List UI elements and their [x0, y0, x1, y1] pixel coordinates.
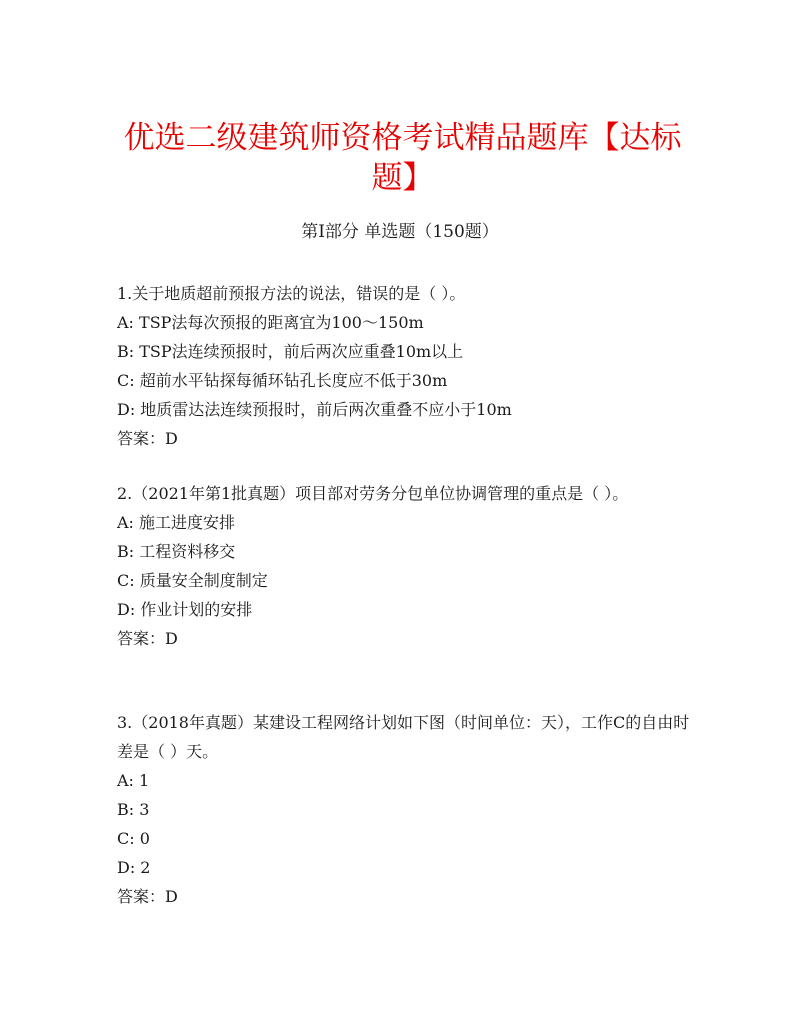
question-stem: 3.（2018年真题）某建设工程网络计划如下图（时间单位：天），工作C的自由时差是（ ）天。 — [117, 713, 690, 761]
option-a: A: TSP法每次预报的距离宜为100～150m — [117, 313, 424, 332]
option-c: C: 质量安全制度制定 — [117, 571, 268, 590]
answer-line: 答案：D — [117, 429, 178, 448]
option-a: A: 施工进度安排 — [117, 513, 236, 532]
question-1 — [117, 279, 692, 453]
option-d: D: 2 — [117, 858, 151, 877]
question-stem: 1.关于地质超前预报方法的说法，错误的是（ ）。 — [117, 284, 466, 303]
option-c: C: 0 — [117, 829, 150, 848]
option-b: B: TSP法连续预报时，前后两次应重叠10m以上 — [117, 342, 464, 361]
option-c: C: 超前水平钻探每循环钻孔长度应不低于30m — [117, 371, 448, 390]
option-a: A: 1 — [117, 771, 150, 790]
option-b: B: 工程资料移交 — [117, 542, 236, 561]
document-title: 优选二级建筑师资格考试精品题库【达标题】 — [123, 120, 682, 196]
question-2 — [117, 479, 692, 653]
option-d: D: 地质雷达法连续预报时，前后两次重叠不应小于10m — [117, 400, 512, 419]
answer-line: 答案：D — [117, 629, 178, 648]
question-3 — [117, 708, 692, 911]
question-stem: 2.（2021年第1批真题）项目部对劳务分包单位协调管理的重点是（ ）。 — [117, 484, 629, 503]
answer-line: 答案：D — [117, 887, 178, 906]
option-d: D: 作业计划的安排 — [117, 600, 253, 619]
section-heading: 第I部分 单选题（150题） — [301, 222, 499, 242]
option-b: B: 3 — [117, 800, 150, 819]
